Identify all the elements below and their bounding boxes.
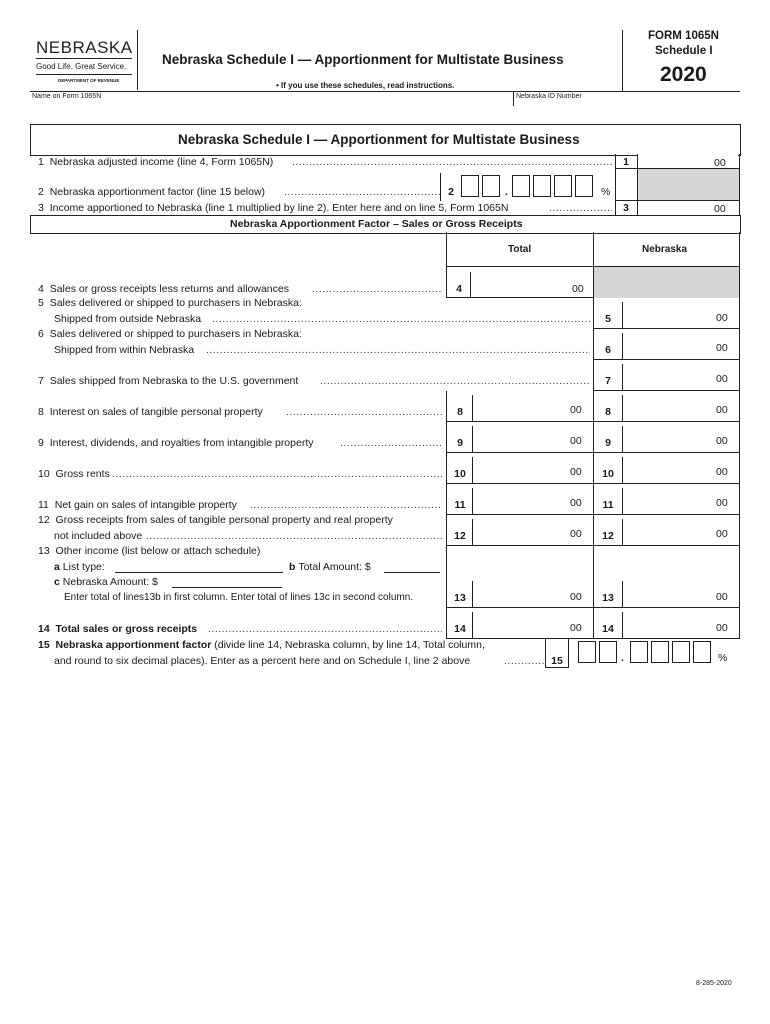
box-1-label: 1 <box>623 156 629 168</box>
factor-percent: % <box>601 186 611 198</box>
tax-year: 2020 <box>660 63 707 86</box>
line-9: 9 Interest, dividends, and royalties from intangible property <box>38 437 314 449</box>
box-4-label: 4 <box>456 283 462 295</box>
line-1: 1 Nebraska adjusted income (line 4, Form 1065N) <box>38 156 274 168</box>
col-total-header: Total <box>508 244 532 255</box>
line-6: 6 Sales delivered or shipped to purchasers in Nebraska: <box>38 328 302 340</box>
line-6-sub: Shipped from within Nebraska <box>54 344 195 356</box>
section-title: Nebraska Schedule I — Apportionment for Multistate Business <box>178 132 580 147</box>
line-10-total-cents: 00 <box>570 466 582 478</box>
line-6-cents: 00 <box>716 342 728 354</box>
l15-decimal: . <box>621 652 624 664</box>
box-12-label-ne: 12 <box>602 530 614 542</box>
l15-digit-1[interactable] <box>578 641 596 663</box>
line-8-total-cents: 00 <box>570 404 582 416</box>
line-12-ne-cents: 00 <box>716 528 728 540</box>
box-9-label-ne: 9 <box>605 437 611 449</box>
line-11: 11 Net gain on sales of intangible property <box>38 499 237 511</box>
name-field[interactable] <box>30 102 512 106</box>
box-11-label: 11 <box>454 499 466 511</box>
line-8-ne-cents: 00 <box>716 404 728 416</box>
line-5: 5 Sales delivered or shipped to purchasers in Nebraska: <box>38 297 302 309</box>
box-10-label-ne: 10 <box>602 468 614 480</box>
form-title: Nebraska Schedule I — Apportionment for Multistate Business <box>162 52 564 67</box>
line-15-sub: and round to six decimal places). Enter as a percent here and on Schedule I, line 2 above <box>54 655 471 667</box>
line-5-sub: Shipped from outside Nebraska <box>54 313 202 325</box>
line-15: 15 Nebraska apportionment factor (divide line 14, Nebraska column, by line 14, Total column, <box>38 639 485 651</box>
l15-digit-6[interactable] <box>693 641 711 663</box>
line-12-total-cents: 00 <box>570 528 582 540</box>
factor-digit-6[interactable] <box>575 175 593 197</box>
line-13a: a List type: <box>54 561 105 573</box>
form-code: 8-285-2020 <box>696 980 732 987</box>
l15-digit-2[interactable] <box>599 641 617 663</box>
factor-digit-2[interactable] <box>482 175 500 197</box>
line-12-sub: not included above <box>54 530 143 542</box>
box-13-label: 13 <box>454 592 466 604</box>
box-8-label: 8 <box>457 406 463 418</box>
line-13-ne-cents: 00 <box>716 591 728 603</box>
total-amount-field[interactable] <box>384 562 440 573</box>
line-11-total-cents: 00 <box>570 497 582 509</box>
box-15-label: 15 <box>551 655 563 667</box>
box-14-label-ne: 14 <box>602 623 614 635</box>
box-5-label: 5 <box>605 313 611 325</box>
factor-digit-5[interactable] <box>554 175 572 197</box>
line-4-cents: 00 <box>572 283 584 295</box>
box-14-label: 14 <box>454 623 466 635</box>
logo-tagline: Good Life. Great Service. <box>36 62 127 71</box>
factor-digit-1[interactable] <box>461 175 479 197</box>
line-9-total-cents: 00 <box>570 435 582 447</box>
factor-header: Nebraska Apportionment Factor – Sales or Gross Receipts <box>230 218 523 230</box>
line-14-ne-cents: 00 <box>716 622 728 634</box>
line-7: 7 Sales shipped from Nebraska to the U.S. government <box>38 375 299 387</box>
l15-digit-4[interactable] <box>651 641 669 663</box>
col-nebraska-header: Nebraska <box>642 244 688 255</box>
factor-digit-4[interactable] <box>533 175 551 197</box>
list-type-field[interactable] <box>115 562 283 573</box>
l15-digit-3[interactable] <box>630 641 648 663</box>
line-3-cents: 00 <box>714 203 726 215</box>
name-label: Name on Form 1065N <box>32 93 102 100</box>
l15-percent: % <box>718 652 728 664</box>
nebraska-amount-field[interactable] <box>172 577 282 588</box>
line-13-enter: Enter total of lines13b in first column. Enter total of lines 13c in second column. <box>64 592 414 603</box>
schedule-label: Schedule I <box>655 45 713 57</box>
logo-state: NEBRASKA <box>36 38 133 57</box>
line-10-ne-cents: 00 <box>716 466 728 478</box>
box-7-label: 7 <box>605 375 611 387</box>
line-5-cents: 00 <box>716 312 728 324</box>
line-8: 8 Interest on sales of tangible personal property <box>38 406 263 418</box>
factor-digit-3[interactable] <box>512 175 530 197</box>
line-11-ne-cents: 00 <box>716 497 728 509</box>
line-7-cents: 00 <box>716 373 728 385</box>
box-3-label: 3 <box>623 202 629 214</box>
line-13: 13 Other income (list below or attach schedule) <box>38 545 261 557</box>
line-9-ne-cents: 00 <box>716 435 728 447</box>
line-10: 10 Gross rents <box>38 468 110 480</box>
box-8-label-ne: 8 <box>605 406 611 418</box>
line-13-total-cents: 00 <box>570 591 582 603</box>
box-12-label: 12 <box>454 530 466 542</box>
line-4: 4 Sales or gross receipts less returns and allowances <box>38 283 289 295</box>
line-14: 14 Total sales or gross receipts <box>38 623 198 635</box>
instruction-note: • If you use these schedules, read instructions. <box>276 81 455 90</box>
box-2-label: 2 <box>448 186 454 198</box>
box-11-label-ne: 11 <box>602 499 614 511</box>
box-9-label: 9 <box>457 437 463 449</box>
box-13-label-ne: 13 <box>602 592 614 604</box>
line-14-total-cents: 00 <box>570 622 582 634</box>
id-label: Nebraska ID Number <box>516 93 582 100</box>
line-2: 2 Nebraska apportionment factor (line 15 below) <box>38 186 266 198</box>
line-3: 3 Income apportioned to Nebraska (line 1 multiplied by line 2). Enter here and on line 5, Form 1065N <box>38 202 509 214</box>
line-12: 12 Gross receipts from sales of tangible personal property and real property <box>38 514 393 526</box>
factor-decimal: . <box>505 186 508 198</box>
logo-dept: DEPARTMENT OF REVENUE <box>58 78 120 83</box>
form-number: FORM 1065N <box>648 30 719 42</box>
line-13c: c Nebraska Amount: $ <box>54 576 158 588</box>
box-10-label: 10 <box>454 468 466 480</box>
l15-digit-5[interactable] <box>672 641 690 663</box>
box-6-label: 6 <box>605 344 611 356</box>
line-1-cents: 00 <box>714 157 726 169</box>
line-13b: b Total Amount: $ <box>289 561 371 573</box>
